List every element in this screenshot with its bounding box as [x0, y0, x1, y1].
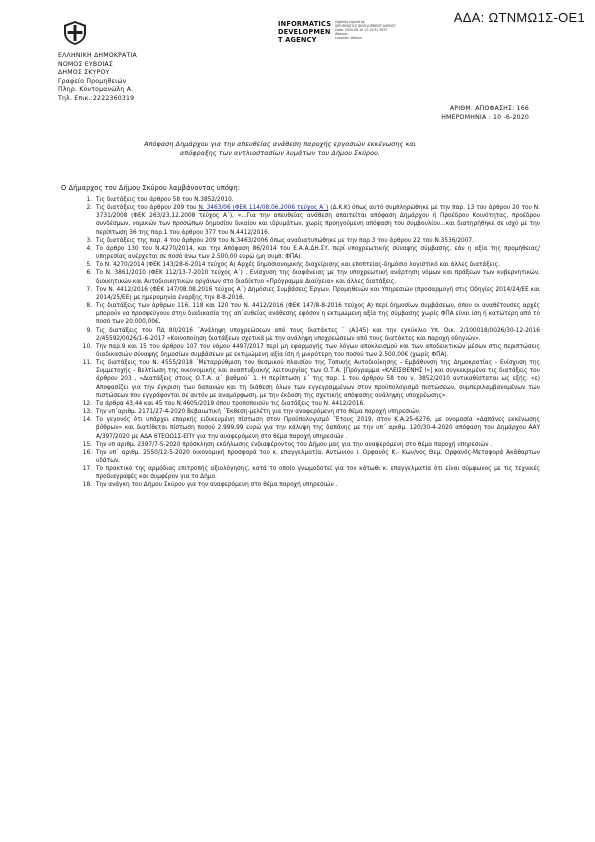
- consideration-item: [78, 441, 540, 449]
- issuer-header: [58, 52, 137, 104]
- item-text-prefix: Τις διατάξεις του άρθρου 209 του: [96, 205, 199, 212]
- intro-text: Ο Δήμαρχος του Δήμου Σκύρου λαμβάνοντας υπόψη:: [61, 184, 241, 192]
- item-text: Το γεγονός ότι υπάρχει επαρκής ειδικευμένη πίστωση στον Προϋπολογισμό ΄Έτους 2019, στον Κ.Α.25-6276, με ονομασία «Δαπάνες εκκένωσης βόθρων» και διατίθεται πίστωση ποσού 2.999,99 ευρώ για την κάλυψη της δαπάνης με την υπ΄ αριθμ. 120/30-4-2020 απόφαση του Δημάρχου ΑΑΥ Α/397/2020 με ΑΔΑ 6ΤΕΟΩ1Σ-ΕΠΥ για την αναφερόμενη στο θέμα παροχή υπηρεσιών .: [96, 417, 540, 440]
- item-number: 2.: [86, 205, 92, 212]
- item-text: Το άρθρο 130 του Ν.4270/2014, και την Απόφαση 86/2014 του Ε.Α.Α.ΔΗ.ΣΥ. περί υποχρεωτικής σύναψης σύμβασης, εάν η αξία της προμήθειας/ υπηρεσίας ανέρχεται σε ποσό άνω των 2.500,00 ευρώ (μη συμπ. ΦΠΑ).: [96, 245, 540, 261]
- decision-number: ΑΡΙΘΜ. ΑΠΟΦΑΣΗΣ: 166: [449, 105, 529, 112]
- consideration-item: [78, 416, 540, 440]
- item-number: 16.: [82, 449, 92, 456]
- consideration-item: [78, 196, 540, 204]
- item-text: Την υπ΄αριθμ. 2171/27-4-2020 Βεβαιωτική ΄Έκθεση-μελέτη για την αναφερόμενη στο θέμα παροχή υπηρεσιών.: [96, 409, 421, 416]
- signature-details: Digitally signed by INFORMATICS DEVELOPMENT AGENCY Date: 2020.06.10 12:19:31 EEST Reason: Location: Athens: [335, 20, 396, 40]
- item-number: 13.: [82, 409, 92, 416]
- header-line: ΕΛΛΗΝΙΚΗ ΔΗΜΟΚΡΑΤΙΑ: [58, 52, 137, 59]
- item-number: 7.: [86, 286, 92, 293]
- header-line: ΔΗΜΟΣ ΣΚΥΡΟΥ: [58, 69, 110, 77]
- item-number: 9.: [86, 327, 92, 334]
- consideration-item: [78, 400, 540, 408]
- item-text: Τον Ν. 4412/2016 (ΦΕΚ 147/08.08.2016 τεύχος Α΄) Δημόσιες Συμβάσεις Έργων, Προμηθειών και Υπηρεσιών (προσαρμογή στις Οδηγίες 2014/24/ΕΕ και 2014/25/ΕΕ) με ημερομηνία έναρξης την 8-8-2016.: [96, 286, 540, 301]
- ita-logo: INFORMATICS DEVELOPMEN T AGENCY: [278, 20, 332, 44]
- item-number: 17.: [82, 466, 92, 473]
- item-number: 8.: [86, 303, 92, 310]
- ada-code: ΑΔΑ: ΩΤΝΜΩ1Σ-ΟΕ1: [453, 10, 585, 25]
- item-number: 3.: [86, 237, 92, 244]
- consideration-item: [78, 261, 540, 269]
- item-text: Την παρ.9 και 15 του άρθρου 107 του νόμου 4497/2017 περί μη εφαρμογής των λόγων αποκλεισμού και των αποδεικτικών μέσων στις περιπτώσεις διαδικασιών σύναψης δημοσίων συμβάσεων με εκτιμώμενη αξία ίση ή μικρότερη του ποσού των 2.500,00€ (χωρίς ΦΠΑ).: [96, 343, 540, 358]
- item-text: (Δ.Κ.Κ) όπως αυτό συμπληρώθηκε με την παρ. 13 του άρθρου 20 του Ν. 3731/2008 (ΦΕΚ 263/23.12.2008 τεύχος Α΄), «...Για την απευθείας ανάθεση απαιτείται απόφαση Δημάρχου ή Προέδρου Κοινότητας, προέδρου συνδέσμων, νομικών των προσώπων δημοσίου δικαίου και ιδρυμάτων, χωρίς προηγούμενη απόφαση του συμβουλίου...και διατηρήθηκε σε ισχύ με την περίπτωση 36 της παρ.1 του άρθρου 377 του Ν.4412/2016.: [96, 205, 540, 236]
- consideration-item: [78, 465, 540, 481]
- consideration-item: [78, 359, 540, 400]
- item-number: 12.: [82, 400, 92, 407]
- consideration-item: [78, 237, 540, 245]
- consideration-item: [78, 302, 540, 326]
- item-number: 5.: [86, 262, 92, 269]
- consideration-item: [78, 269, 540, 285]
- consideration-item: [78, 343, 540, 359]
- consideration-item: [78, 286, 540, 302]
- consideration-item: [78, 204, 540, 237]
- item-text: Τις διατάξεις του άρθρου 58 του Ν.3852/2010.: [96, 197, 234, 203]
- item-text: Τις διατάξεις του Ν. 4555/2018 ΄Μεταρρύθμιση του θεσμικού πλαισίου της Τοπικής Αυτοδιοίκησης - Εμβάθυνση της Δημοκρατίας - Ενίσχυση της Συμμετοχής - Βελτίωση της οικονομικής και αναπτυξιακής λειτουργίας των Ο.Τ.Α. [Πρόγραμμα «ΚΛΕΙΣΘΕΝΗΣ Ι»] και συγκεκριμένα τις διατάξεις του άρθρου 203 , «Διατάξεις στους Ο.Τ.Α. α΄ βαθμού΄ 1. Η περίπτωση ε΄ της παρ. 1 του άρθρου 58 του ν. 3852/2010 αντικαθίσταται ως εξής: «ε) Αποφασίζει για την έγκριση των δαπανών και τη διάθεση όλων των εγγεγραμμένων στον προϋπολογισμό πιστώσεων, συμπεριλαμβανομένων των πιστώσεων που εγγράφονται σε αυτόν με αναμόρφωση, με την έκδοση της σχετικής απόφασης ανάληψης υποχρέωσης».: [96, 360, 540, 399]
- item-text: Το πρακτικό της αρμόδιας επιτροπής αξιολόγησης, κατά το οποίο γνωμοδοτεί για τον κάτωθι κ. επαγγελματία ότι είναι σύμφωνος με τις τεχνικές προδιαγραφές και συμφέρον για το Δήμο.: [96, 466, 540, 481]
- item-number: 15.: [82, 441, 92, 448]
- item-text: Την ανάγκη του Δήμου Σκύρου για την αναφερόμενη στο θέμα παροχή υπηρεσιών .: [96, 482, 338, 489]
- law-reference-link[interactable]: Ν. 3463/06 (ΦΕΚ 114/08.06.2006 τεύχος Α΄): [198, 205, 329, 212]
- header-line: Γραφείο Προμηθειών: [58, 77, 127, 85]
- digital-signature-stamp: [278, 20, 396, 44]
- item-text: Τις διατάξεις της παρ. 4 του άρθρου 209 του Ν.3463/2006 όπως αναδιατυπώθηκε με την παρ.3 του άρθρου 22 του Ν.3536/2007.: [96, 237, 474, 244]
- item-number: 6.: [86, 270, 92, 277]
- consideration-item: [78, 245, 540, 261]
- consideration-item: [78, 449, 540, 465]
- item-text: Το Ν. 3861/2010 (ΦΕΚ 112/13-7-2010 τεύχος Α΄) , Ενίσχυση της διαφάνειας με την υποχρεωτική ανάρτηση νόμων και πράξεων των κυβερνητικών, διοικητικών και Αυτοδιοικητικών οργάνων στο διαδίκτυο «Πρόγραμμα Διαύγεια» και άλλες διατάξεις.: [96, 270, 540, 285]
- item-text: Το Ν. 4270/2014 (ΦΕΚ 143/28-6-2014 τεύχος Α) Αρχές δημοσιονομικής διαχείρισης και εποπτείας-δημόσιο λογιστικό και άλλες διατάξεις.: [96, 262, 500, 269]
- item-number: 14.: [82, 417, 92, 424]
- document-subject: Απόφαση Δημάρχου για την απευθείας ανάθεση παροχής εργασιών εκκένωσης και απόφραξης των αντλιοστασίων λυμάτων του Δήμου Σκύρου.: [144, 140, 416, 157]
- consideration-item: [78, 327, 540, 343]
- item-text: Την υπ αριθμ. 2397/7-5-2020 πρόσκληση εκδήλωσης ενδιαφέροντος του Δήμου μας για την αναφερόμενη στο θέμα παροχή υπηρεσιών .: [96, 441, 493, 448]
- considerations-list: [78, 196, 540, 490]
- item-number: 11.: [82, 360, 92, 367]
- greek-emblem-icon: [62, 20, 88, 46]
- item-text: Τις διατάξεις του ΠΔ 80/2016 ¨Ανάληψη υποχρεώσεων από τους διατάκτες ¨ (Α145) και την εγκύκλιο Υπ. Οικ. 2/100018/0026/30-12-2016 2/45592/0026/1-6-2017 «Κοινοποίηση διατάξεων σχετικά με την ανάληψη υποχρεώσεων από τους διατάκτες και παροχή οδηγιών».: [96, 327, 540, 342]
- decision-info: [441, 105, 529, 123]
- header-line: Πληρ. Κοντομανώλη Α.: [58, 86, 134, 94]
- item-number: 10.: [82, 343, 92, 350]
- header-line: Τηλ. Επικ.:2222360319: [58, 94, 135, 102]
- header-line: ΝΟΜΟΣ ΕΥΒΟΙΑΣ: [58, 60, 113, 68]
- item-text: Τα άρθρα 43,44 και 45 του Ν.4605/2019 όπου τροποποιούν τις διατάξεις του Ν. 4412/2016.: [96, 400, 365, 407]
- item-number: 18.: [82, 482, 92, 489]
- consideration-item: [78, 408, 540, 416]
- item-text: Την υπ΄ αριθμ. 2550/12-5-2020 οικονομική προσφορά του κ. επαγγελματία, Αντώνιου Ι. Ορφανός Κ.- Κων/νος Θεμ. Ορφανός-Μεταφορά Ακάθαρτων υδάτων.: [96, 449, 540, 464]
- consideration-item: [78, 481, 540, 489]
- decision-date: ΗΜΕΡΟΜΗΝΙΑ : 10 -6-2020: [441, 113, 529, 121]
- item-text: Τις διατάξεις των άρθρων 116, 118 και 120 του Ν. 4412/2016 (ΦΕΚ 147/8-8-2016 τεύχος Α) περί δημοσίων συμβάσεων, όπου οι αναθέτουσες αρχές μπορούν να προσφεύγουν στην διαδικασία της απ΄ευθείας ανάθεσης εφόσον η εκτιμώμενη αξία της σύμβασης χωρίς ΦΠΑ είναι ίση ή κατώτερη από το ποσό των 20.000,00€.: [96, 303, 540, 326]
- item-number: 4.: [86, 245, 92, 252]
- item-number: 1.: [86, 197, 92, 203]
